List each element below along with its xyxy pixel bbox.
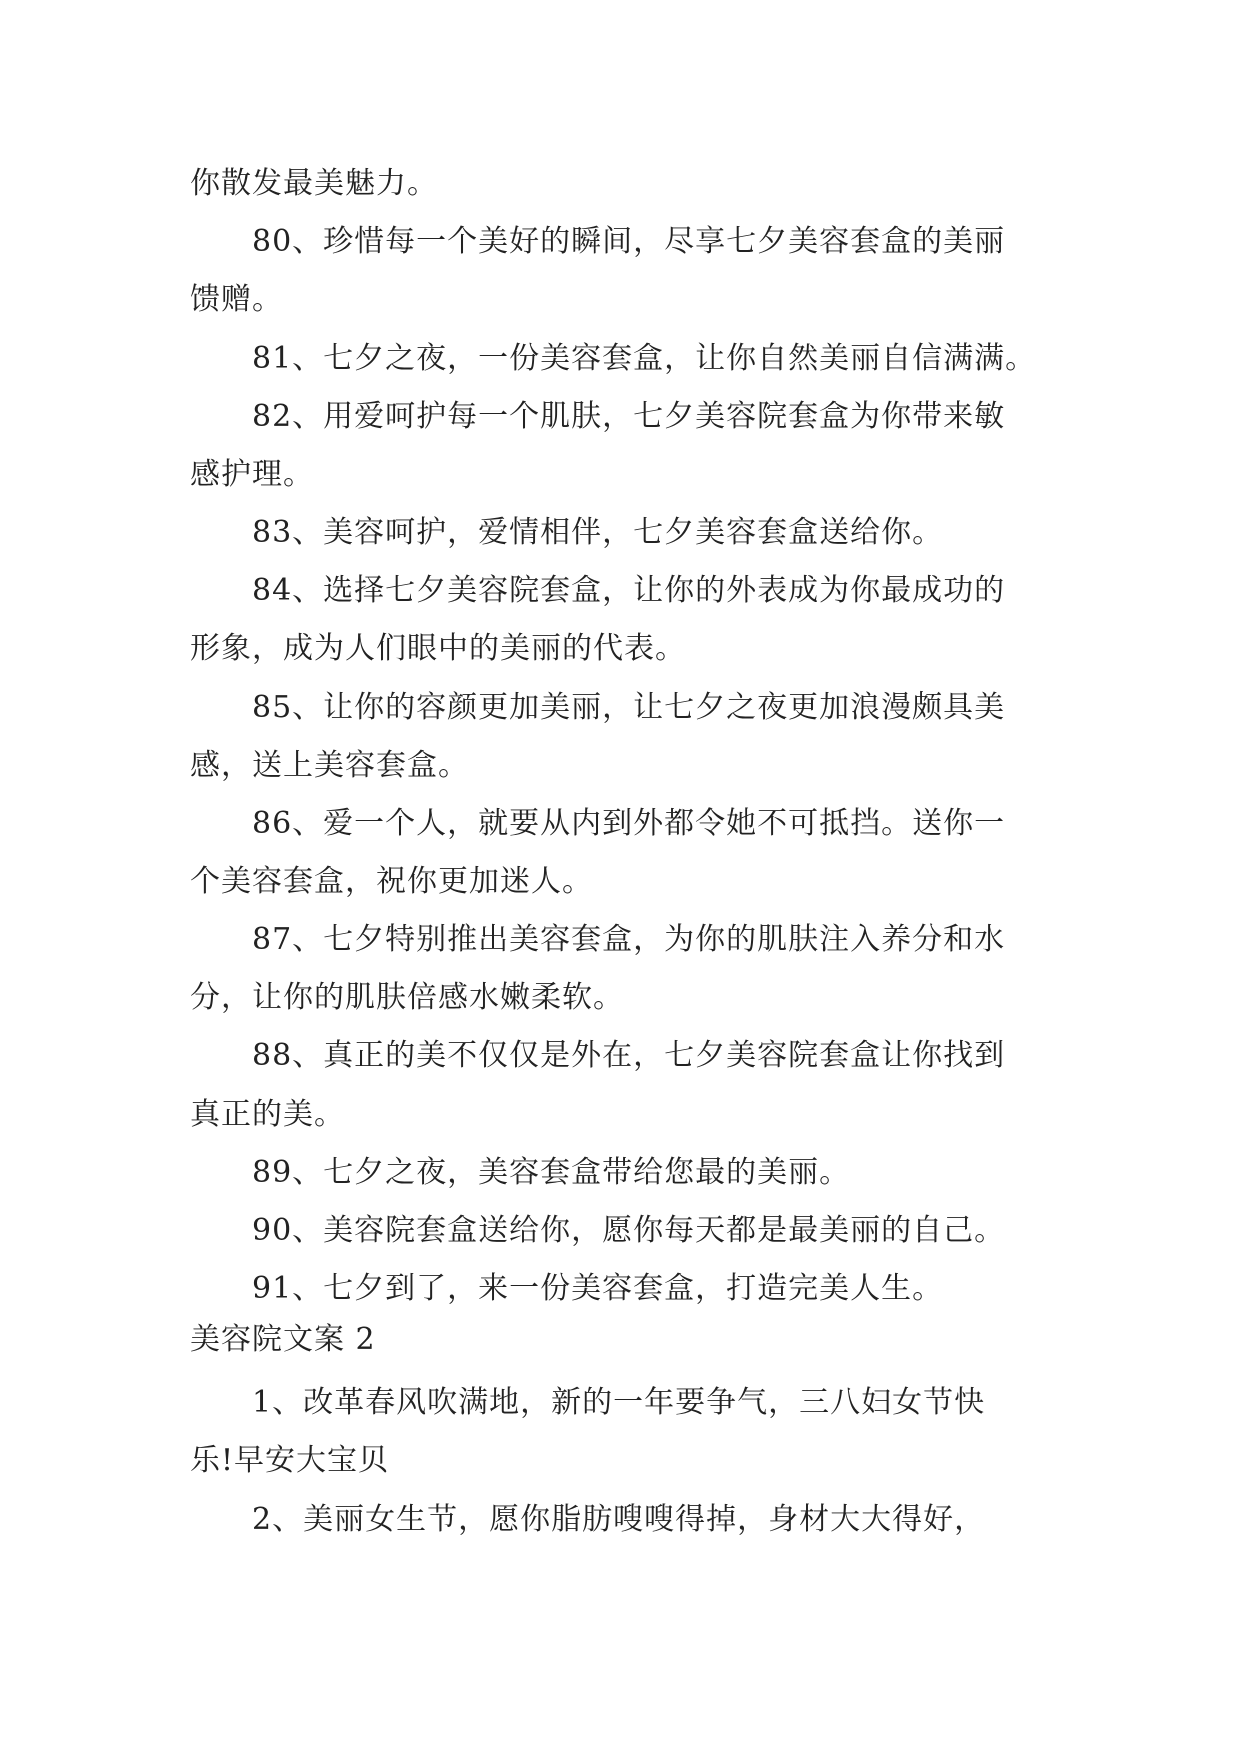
text-line-9: 形象，成为人们眼中的美丽的代表。 (190, 631, 686, 666)
text-line-3: 馈赠。 (190, 282, 283, 317)
text-line-24: 2、美丽女生节，愿你脂肪嗖嗖得掉，身材大大得好， (252, 1502, 986, 1537)
text-line-4: 81、七夕之夜，一份美容套盒，让你自然美丽自信满满。 (252, 341, 1037, 376)
text-line-16: 88、真正的美不仅仅是外在，七夕美容院套盒让你找到 (252, 1038, 1006, 1073)
text-line-15: 分，让你的肌肤倍感水嫩柔软。 (190, 980, 624, 1015)
text-line-8: 84、选择七夕美容院套盒，让你的外表成为你最成功的 (252, 573, 1006, 608)
section-heading: 美容院文案 2 (190, 1322, 376, 1357)
text-line-5: 82、用爱呵护每一个肌肤，七夕美容院套盒为你带来敏 (252, 399, 1006, 434)
text-line-6: 感护理。 (190, 457, 314, 492)
text-line-20: 91、七夕到了，来一份美容套盒，打造完美人生。 (252, 1271, 944, 1306)
text-line-23: 乐!早安大宝贝 (190, 1443, 390, 1478)
text-line-1: 你散发最美魅力。 (190, 166, 438, 201)
text-line-12: 86、爱一个人，就要从内到外都令她不可抵挡。送你一 (252, 806, 1006, 841)
text-line-7: 83、美容呵护，爱情相伴，七夕美容套盒送给你。 (252, 515, 944, 550)
text-line-18: 89、七夕之夜，美容套盒带给您最的美丽。 (252, 1155, 851, 1190)
text-line-22: 1、改革春风吹满地，新的一年要争气，三八妇女节快 (252, 1385, 986, 1420)
text-line-2: 80、珍惜每一个美好的瞬间，尽享七夕美容套盒的美丽 (252, 224, 1006, 259)
text-line-10: 85、让你的容颜更加美丽，让七夕之夜更加浪漫颇具美 (252, 690, 1006, 725)
text-line-14: 87、七夕特别推出美容套盒，为你的肌肤注入养分和水 (252, 922, 1006, 957)
text-line-19: 90、美容院套盒送给你，愿你每天都是最美丽的自己。 (252, 1213, 1006, 1248)
text-line-17: 真正的美。 (190, 1097, 345, 1132)
text-line-11: 感，送上美容套盒。 (190, 748, 469, 783)
text-line-13: 个美容套盒，祝你更加迷人。 (190, 864, 593, 899)
